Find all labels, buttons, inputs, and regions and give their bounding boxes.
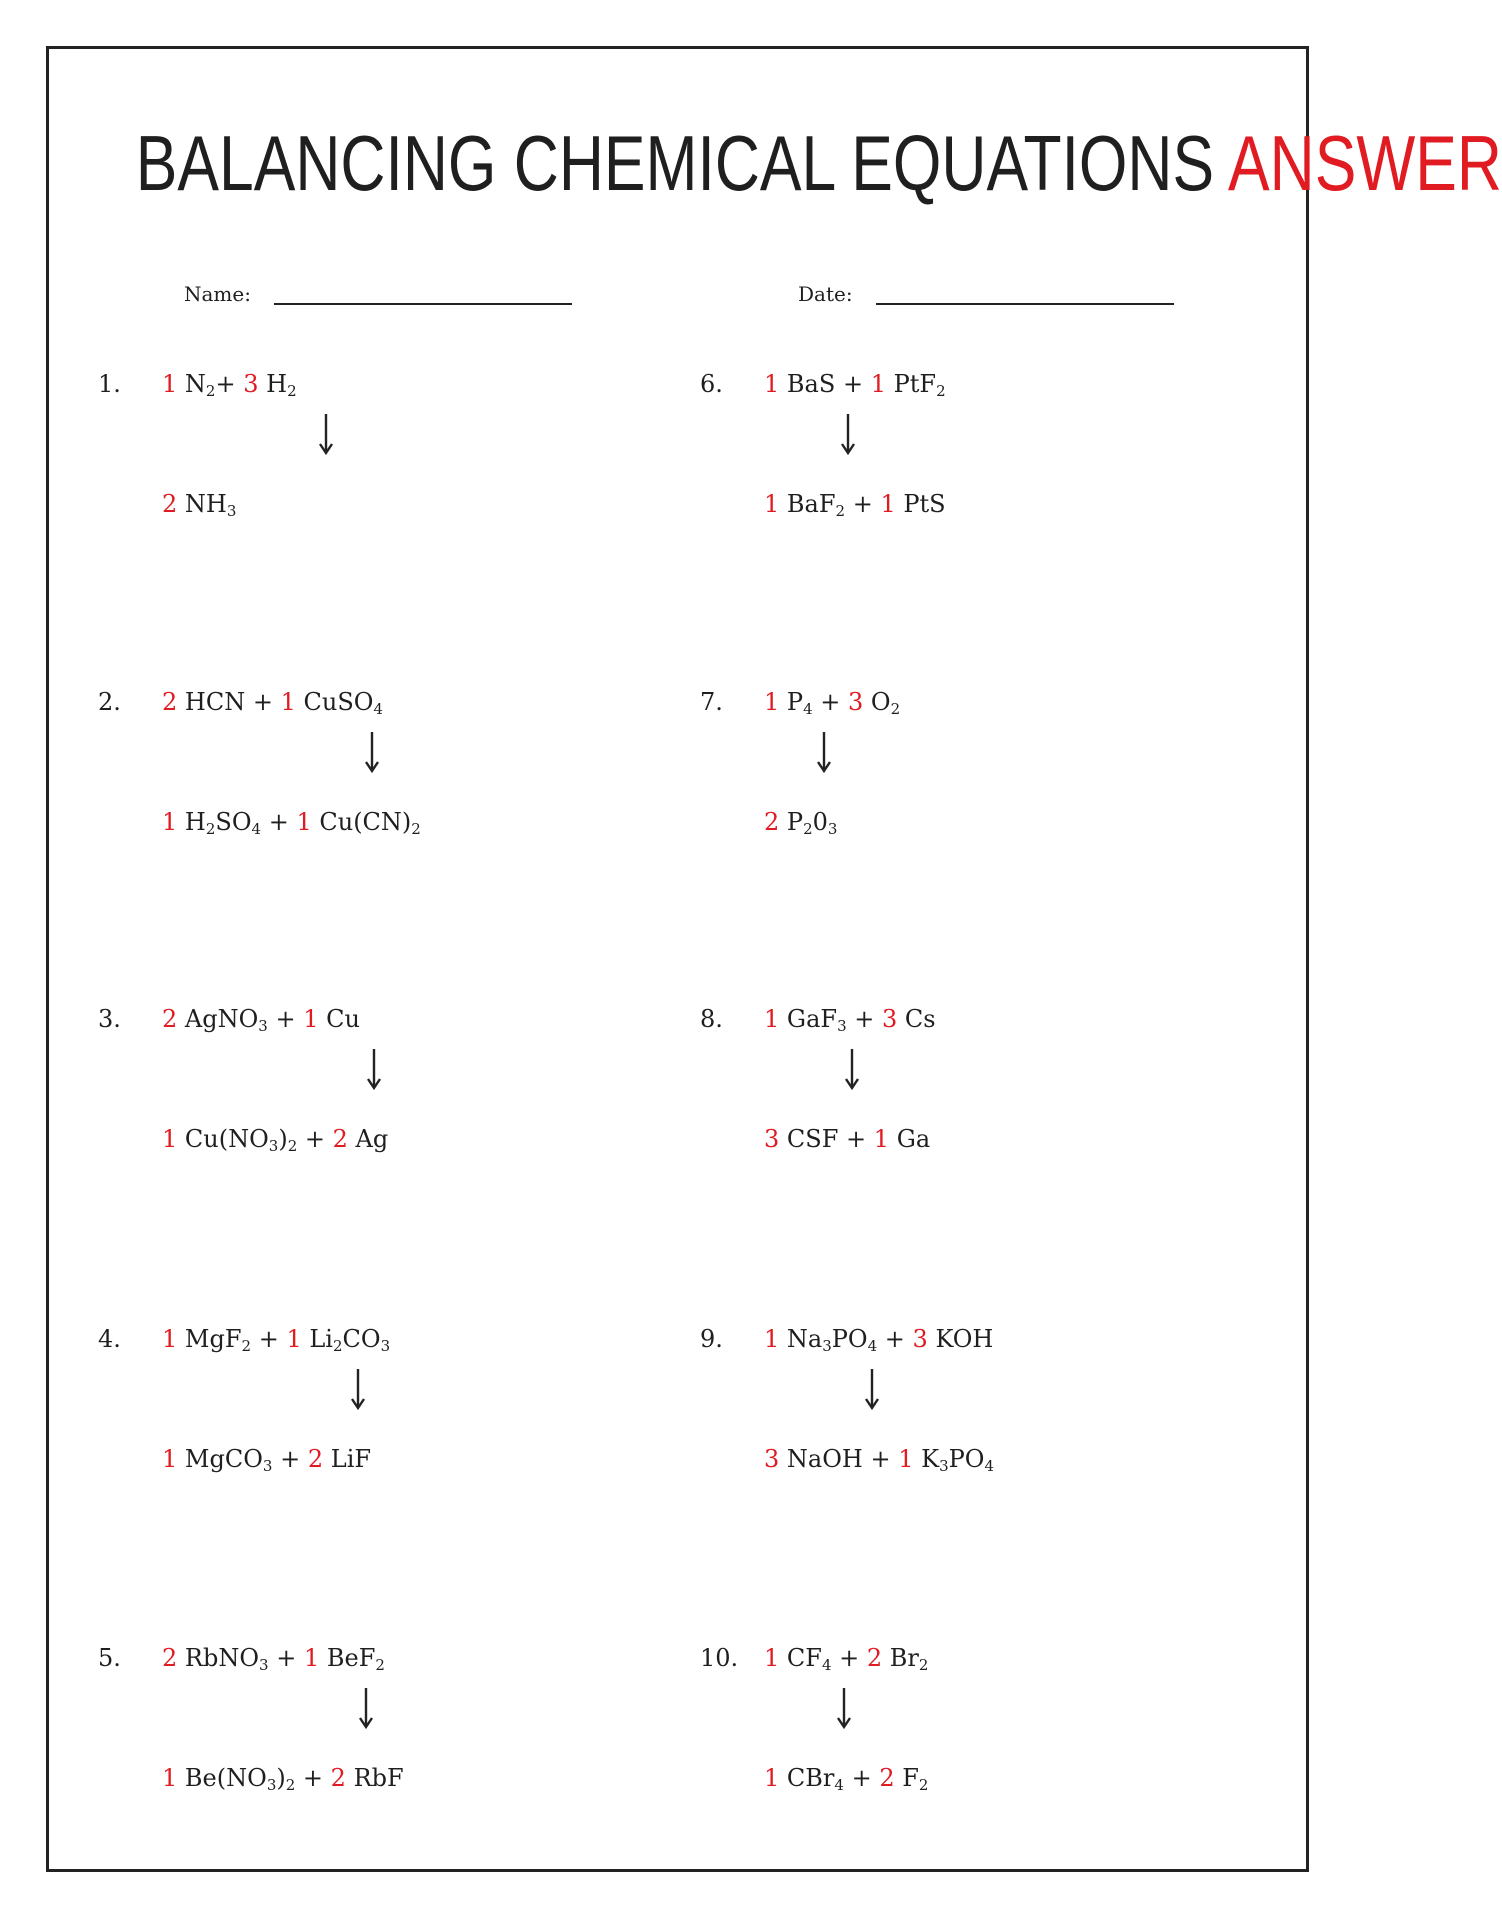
formula-part: Ag bbox=[355, 1125, 389, 1153]
formula bbox=[309, 1325, 390, 1353]
reaction-arrow-icon bbox=[864, 1367, 880, 1411]
products bbox=[162, 490, 236, 518]
problem-number: 7. bbox=[700, 688, 723, 716]
formula-part: ) bbox=[278, 1125, 288, 1153]
date-label: Date: bbox=[798, 282, 853, 306]
term bbox=[331, 1764, 404, 1792]
plus-sign: + bbox=[268, 1644, 304, 1672]
coefficient: 3 bbox=[912, 1325, 928, 1353]
formula-subscript: 3 bbox=[939, 1457, 949, 1475]
formula-part: P bbox=[786, 808, 804, 836]
formula bbox=[185, 1644, 269, 1672]
formula bbox=[787, 370, 835, 398]
reactants bbox=[162, 1005, 360, 1033]
plus-sign: + bbox=[862, 1445, 899, 1473]
reaction-arrow-icon bbox=[366, 1047, 382, 1091]
formula bbox=[319, 808, 420, 836]
formula-part: Ga bbox=[896, 1125, 931, 1153]
formula-part: MgF bbox=[184, 1325, 242, 1353]
term bbox=[333, 1125, 389, 1153]
formula bbox=[787, 490, 845, 518]
formula-subscript: 2 bbox=[411, 820, 421, 838]
formula-subscript: 2 bbox=[890, 700, 901, 718]
formula-part: BeF bbox=[326, 1644, 376, 1672]
problem-number: 3. bbox=[98, 1005, 121, 1033]
term bbox=[898, 1445, 994, 1473]
formula-subscript: 4 bbox=[373, 700, 383, 718]
formula-part: H bbox=[266, 370, 288, 398]
formula bbox=[185, 1325, 251, 1353]
formula-part: Be(NO bbox=[184, 1764, 267, 1792]
formula bbox=[185, 1005, 268, 1033]
products bbox=[764, 808, 837, 836]
coefficient: 2 bbox=[866, 1644, 883, 1672]
formula-subscript: 3 bbox=[822, 1337, 832, 1355]
formula-part: Cu(NO bbox=[184, 1125, 269, 1153]
coefficient: 3 bbox=[848, 688, 864, 716]
coefficient: 1 bbox=[162, 1125, 178, 1153]
formula-subscript: 3 bbox=[380, 1337, 391, 1355]
formula-part: SO bbox=[215, 808, 252, 836]
formula-part: N bbox=[184, 370, 206, 398]
coefficient: 1 bbox=[280, 688, 296, 716]
formula-subscript: 3 bbox=[268, 1137, 279, 1155]
plus-sign: + bbox=[846, 1005, 882, 1033]
coefficient: 2 bbox=[162, 1005, 178, 1033]
term bbox=[882, 1005, 936, 1033]
formula-subscript: 3 bbox=[827, 820, 838, 838]
products bbox=[162, 1764, 404, 1792]
reactants bbox=[764, 1005, 936, 1033]
coefficient: 1 bbox=[303, 1644, 320, 1672]
formula-subscript: 4 bbox=[834, 1776, 844, 1794]
name-input-line[interactable] bbox=[274, 303, 572, 305]
formula-subscript: 3 bbox=[262, 1457, 273, 1475]
formula-part: AgNO bbox=[184, 1005, 259, 1033]
formula bbox=[903, 490, 945, 518]
reaction-arrow-icon bbox=[840, 412, 856, 456]
coefficient: 1 bbox=[873, 1125, 890, 1153]
page-title bbox=[135, 118, 1502, 209]
coefficient: 1 bbox=[162, 1325, 178, 1353]
formula-part: CuSO bbox=[303, 688, 374, 716]
formula-subscript: 2 bbox=[835, 502, 846, 520]
formula bbox=[787, 1445, 863, 1473]
formula bbox=[890, 1644, 929, 1672]
plus-sign: + bbox=[295, 1764, 331, 1792]
formula bbox=[787, 1005, 847, 1033]
coefficient: 2 bbox=[162, 688, 178, 716]
term bbox=[871, 370, 946, 398]
formula-part: MgCO bbox=[184, 1445, 263, 1473]
formula bbox=[787, 1125, 838, 1153]
coefficient: 1 bbox=[764, 1005, 780, 1033]
formula bbox=[185, 808, 261, 836]
formula-subscript: 3 bbox=[226, 502, 237, 520]
formula-subscript: 2 bbox=[205, 820, 216, 838]
problem-number: 2. bbox=[98, 688, 121, 716]
plus-sign: + bbox=[272, 1445, 308, 1473]
formula-part: ) bbox=[276, 1764, 286, 1792]
plus-sign: + bbox=[838, 1125, 874, 1153]
reaction-arrow-icon bbox=[358, 1686, 374, 1730]
formula bbox=[326, 1005, 360, 1033]
formula-subscript: 2 bbox=[332, 1337, 343, 1355]
formula-part: CF bbox=[786, 1644, 822, 1672]
formula-subscript: 4 bbox=[251, 820, 262, 838]
problem-number: 10. bbox=[700, 1644, 739, 1672]
formula bbox=[897, 1125, 930, 1153]
formula-part: LiF bbox=[330, 1445, 372, 1473]
formula-part: F bbox=[902, 1764, 919, 1792]
formula bbox=[902, 1764, 928, 1792]
formula-part: Cu bbox=[326, 1005, 360, 1033]
coefficient: 2 bbox=[332, 1125, 348, 1153]
formula-part: CO bbox=[342, 1325, 381, 1353]
formula-subscript: 4 bbox=[984, 1457, 994, 1475]
formula-part: GaF bbox=[786, 1005, 838, 1033]
coefficient: 2 bbox=[162, 1644, 178, 1672]
formula-part: CBr bbox=[786, 1764, 835, 1792]
coefficient: 2 bbox=[307, 1445, 324, 1473]
formula-subscript: 2 bbox=[375, 1656, 385, 1674]
formula-part: Li bbox=[309, 1325, 333, 1353]
term bbox=[764, 1644, 831, 1672]
term bbox=[162, 370, 215, 398]
formula bbox=[185, 688, 245, 716]
coefficient: 1 bbox=[764, 688, 780, 716]
coefficient: 3 bbox=[243, 370, 259, 398]
formula-part: O bbox=[870, 688, 891, 716]
coefficient: 1 bbox=[162, 370, 178, 398]
coefficient: 2 bbox=[879, 1764, 895, 1792]
formula-subscript: 2 bbox=[918, 1656, 929, 1674]
term bbox=[162, 490, 236, 518]
coefficient: 1 bbox=[870, 370, 886, 398]
reaction-arrow-icon bbox=[816, 730, 832, 774]
coefficient: 1 bbox=[296, 808, 312, 836]
term bbox=[296, 808, 420, 836]
title-accent: ANSWER bbox=[1228, 119, 1502, 207]
name-label: Name: bbox=[184, 282, 251, 306]
formula-part: PO bbox=[831, 1325, 868, 1353]
problem-number: 9. bbox=[700, 1325, 723, 1353]
coefficient: 1 bbox=[764, 1325, 780, 1353]
term bbox=[764, 688, 813, 716]
plus-sign: + bbox=[835, 370, 871, 398]
reaction-arrow-icon bbox=[836, 1686, 852, 1730]
formula bbox=[787, 1644, 832, 1672]
term bbox=[764, 1764, 844, 1792]
formula-subscript: 4 bbox=[867, 1337, 878, 1355]
formula bbox=[787, 808, 838, 836]
formula-part: PO bbox=[948, 1445, 985, 1473]
formula-part: NaOH bbox=[786, 1445, 863, 1473]
formula bbox=[921, 1445, 994, 1473]
formula-part: RbF bbox=[353, 1764, 404, 1792]
formula-part: P bbox=[786, 688, 804, 716]
coefficient: 3 bbox=[881, 1005, 898, 1033]
term bbox=[764, 808, 837, 836]
formula bbox=[894, 370, 946, 398]
reactants bbox=[764, 688, 900, 716]
reactants bbox=[162, 688, 383, 716]
reactants bbox=[764, 1644, 928, 1672]
term bbox=[162, 808, 261, 836]
formula bbox=[905, 1005, 936, 1033]
products bbox=[764, 1764, 928, 1792]
formula-part: K bbox=[921, 1445, 940, 1473]
term bbox=[162, 1644, 269, 1672]
term bbox=[304, 1644, 385, 1672]
formula-part: BaS bbox=[786, 370, 836, 398]
formula-subscript: 4 bbox=[821, 1656, 832, 1674]
formula-subscript: 2 bbox=[287, 382, 297, 400]
formula-part: CSF bbox=[786, 1125, 839, 1153]
term bbox=[880, 490, 945, 518]
term bbox=[764, 1445, 863, 1473]
plus-sign: + bbox=[267, 1005, 304, 1033]
plus-sign: + bbox=[297, 1125, 333, 1153]
reactants bbox=[162, 1325, 390, 1353]
coefficient: 1 bbox=[162, 1764, 178, 1792]
coefficient: 1 bbox=[898, 1445, 914, 1473]
coefficient: 2 bbox=[330, 1764, 346, 1792]
coefficient: 2 bbox=[162, 490, 178, 518]
problem-number: 6. bbox=[700, 370, 723, 398]
term bbox=[913, 1325, 994, 1353]
products bbox=[162, 1445, 371, 1473]
plus-sign: + bbox=[261, 808, 297, 836]
page-border bbox=[46, 46, 1309, 1872]
term bbox=[303, 1005, 360, 1033]
term bbox=[162, 1125, 297, 1153]
formula-subscript: 2 bbox=[205, 382, 216, 400]
formula bbox=[266, 370, 296, 398]
products bbox=[764, 490, 946, 518]
reactants bbox=[162, 370, 297, 398]
formula-subscript: 3 bbox=[258, 1017, 268, 1035]
coefficient: 1 bbox=[303, 1005, 319, 1033]
problem-number: 5. bbox=[98, 1644, 121, 1672]
formula-subscript: 2 bbox=[285, 1776, 296, 1794]
term bbox=[162, 688, 245, 716]
reaction-arrow-icon bbox=[844, 1047, 860, 1091]
reactants bbox=[764, 370, 946, 398]
term bbox=[764, 1005, 847, 1033]
coefficient: 1 bbox=[286, 1325, 302, 1353]
formula-part: KOH bbox=[935, 1325, 994, 1353]
term bbox=[764, 1125, 838, 1153]
formula-part: BaF bbox=[786, 490, 836, 518]
coefficient: 3 bbox=[764, 1445, 780, 1473]
term bbox=[162, 1764, 295, 1792]
products bbox=[764, 1125, 930, 1153]
formula-part: Cu(CN) bbox=[319, 808, 412, 836]
formula bbox=[871, 688, 900, 716]
reactants bbox=[764, 1325, 993, 1353]
plus-sign: + bbox=[251, 1325, 287, 1353]
formula-subscript: 2 bbox=[918, 1776, 929, 1794]
plus-sign: + bbox=[845, 490, 881, 518]
formula bbox=[787, 688, 813, 716]
formula-subscript: 4 bbox=[803, 700, 813, 718]
formula bbox=[185, 490, 236, 518]
term bbox=[162, 1325, 251, 1353]
term bbox=[286, 1325, 390, 1353]
products bbox=[162, 1125, 388, 1153]
term bbox=[848, 688, 900, 716]
formula bbox=[356, 1125, 389, 1153]
problem-number: 4. bbox=[98, 1325, 121, 1353]
formula-part: 0 bbox=[812, 808, 828, 836]
products bbox=[764, 1445, 994, 1473]
formula-part: RbNO bbox=[184, 1644, 260, 1672]
formula-subscript: 2 bbox=[241, 1337, 252, 1355]
formula-part: Na bbox=[786, 1325, 823, 1353]
formula-part: PtF bbox=[893, 370, 937, 398]
title-main: BALANCING CHEMICAL EQUATIONS bbox=[135, 119, 1215, 207]
plus-sign: + bbox=[843, 1764, 880, 1792]
formula-part: HCN bbox=[184, 688, 246, 716]
formula-subscript: 3 bbox=[266, 1776, 277, 1794]
coefficient: 1 bbox=[162, 808, 178, 836]
plus-sign: + bbox=[812, 688, 848, 716]
formula bbox=[935, 1325, 993, 1353]
formula bbox=[185, 1445, 273, 1473]
term bbox=[867, 1644, 929, 1672]
term bbox=[162, 1005, 268, 1033]
formula-part: H bbox=[184, 808, 206, 836]
coefficient: 1 bbox=[764, 370, 780, 398]
formula bbox=[185, 1125, 297, 1153]
term bbox=[308, 1445, 371, 1473]
coefficient: 1 bbox=[162, 1445, 178, 1473]
formula bbox=[185, 370, 216, 398]
coefficient: 1 bbox=[764, 490, 780, 518]
formula-subscript: 3 bbox=[259, 1656, 269, 1674]
reaction-arrow-icon bbox=[364, 730, 380, 774]
term bbox=[764, 490, 845, 518]
formula bbox=[787, 1325, 877, 1353]
term bbox=[874, 1125, 930, 1153]
formula-subscript: 2 bbox=[936, 382, 946, 400]
plus-sign: + bbox=[831, 1644, 867, 1672]
formula-part: NH bbox=[184, 490, 227, 518]
plus-sign: + bbox=[877, 1325, 913, 1353]
coefficient: 2 bbox=[764, 808, 780, 836]
reaction-arrow-icon bbox=[350, 1367, 366, 1411]
formula bbox=[185, 1764, 295, 1792]
date-input-line[interactable] bbox=[876, 303, 1174, 305]
coefficient: 1 bbox=[880, 490, 896, 518]
formula bbox=[787, 1764, 844, 1792]
problem-number: 8. bbox=[700, 1005, 723, 1033]
problem-number: 1. bbox=[98, 370, 121, 398]
formula-part: Br bbox=[889, 1644, 919, 1672]
formula bbox=[354, 1764, 404, 1792]
products bbox=[162, 808, 421, 836]
coefficient: 1 bbox=[764, 1644, 780, 1672]
plus-sign: + bbox=[245, 688, 281, 716]
term bbox=[764, 1325, 877, 1353]
reactants bbox=[162, 1644, 385, 1672]
coefficient: 3 bbox=[764, 1125, 780, 1153]
formula bbox=[331, 1445, 371, 1473]
term bbox=[243, 370, 296, 398]
term bbox=[281, 688, 383, 716]
formula-part: Cs bbox=[904, 1005, 936, 1033]
formula-subscript: 2 bbox=[803, 820, 813, 838]
formula-subscript: 2 bbox=[287, 1137, 298, 1155]
formula bbox=[327, 1644, 385, 1672]
formula-part: PtS bbox=[903, 490, 946, 518]
plus-sign: + bbox=[215, 370, 244, 398]
formula bbox=[304, 688, 383, 716]
term bbox=[162, 1445, 272, 1473]
formula-subscript: 3 bbox=[837, 1017, 847, 1035]
coefficient: 1 bbox=[764, 1764, 780, 1792]
reaction-arrow-icon bbox=[318, 412, 334, 456]
term bbox=[879, 1764, 928, 1792]
term bbox=[764, 370, 835, 398]
